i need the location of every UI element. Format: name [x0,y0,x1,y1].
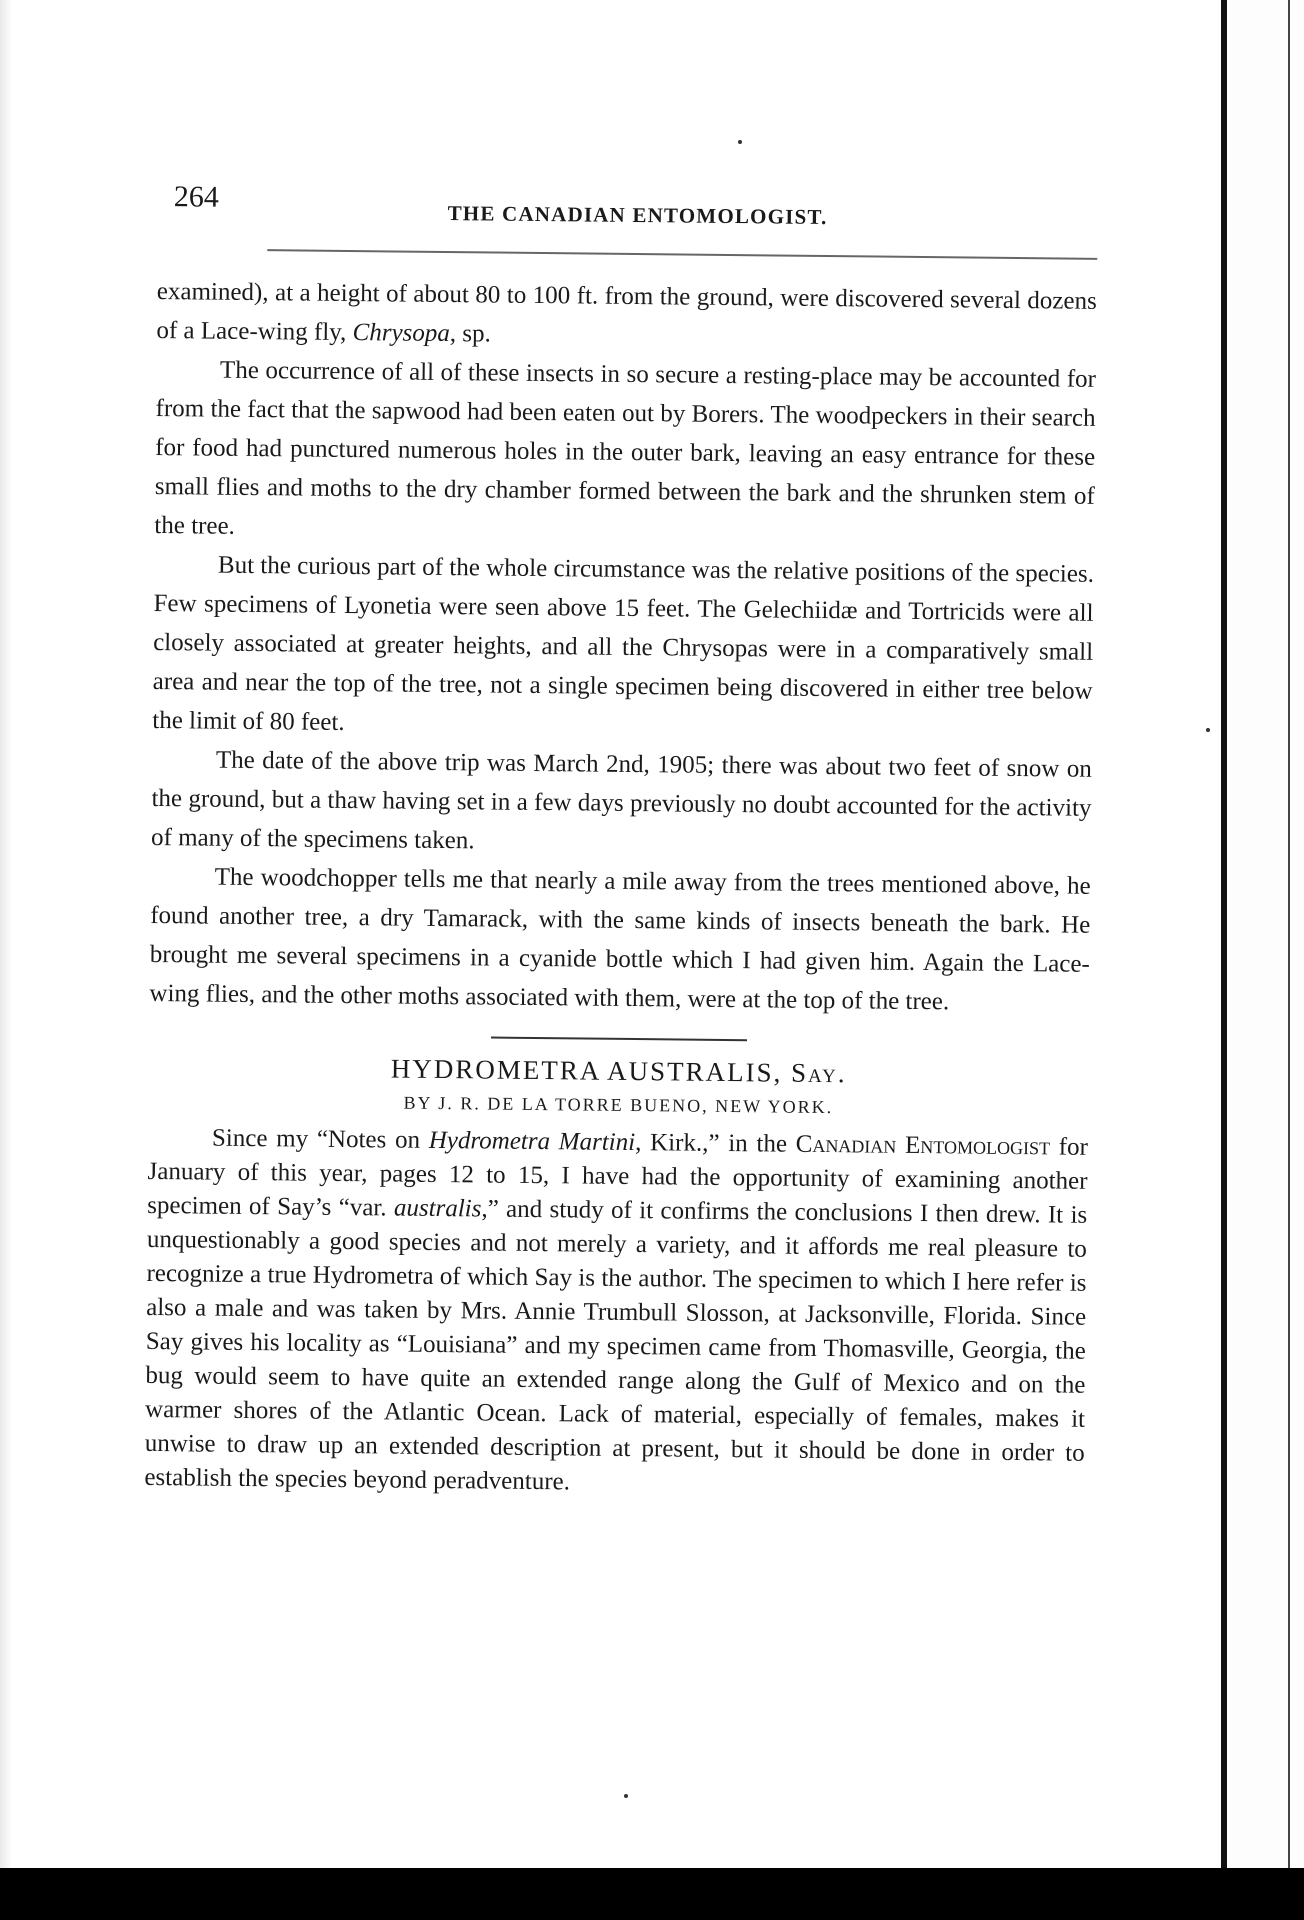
running-title: THE CANADIAN ENTOMOLOGIST. [447,201,828,230]
header-rule [267,249,1097,260]
next-page-edge-line [1288,0,1290,1870]
italic-text: australis [393,1194,482,1223]
text-run: The date of the above trip was March 2nd, 1905; there was about two feet of snow on the ground, but a thaw having set in a few days previously no doubt accounted for the activity of many of the specimens taken. [150,746,1093,855]
text-run: ,” and study of it confirms the conclusions I then drew. It is unquestionably a good species and not merely a variety, and it affords me real pleasure to recognize a true Hydrometra of which Say is the author. The specimen to which I here refer is also a male and was taken by Mrs. Annie Trumbull Slosson, at Jacksonville, Florida. Since Say gives his locality as “Louisiana” and my specimen came from Thomasville, Georgia, the bug would seem to have quite an extended range along the Gulf of Mexico and on the warmer shores of the Atlantic Ocean. Lack of material, especially of females, makes it unwise to draw up an extended description at present, but it should be done in order to establish the species beyond peradventure. [144,1195,1088,1496]
scan-speck [738,140,742,144]
text-run: The occurrence of all of these insects in so secure a resting-place may be accounted for from the fact that the sapwood had been eaten out by Borers. The woodpeckers in their search for food had punctured numerous holes in the outer bark, leaving an easy entrance for these small flies and moths to the dry chamber formed between the bark and the shrunken stem of the tree. [154,356,1097,540]
scan-bottom-border [0,1868,1304,1920]
text-run: Since my “Notes on [211,1124,429,1154]
paragraph [149,857,1091,1023]
article-byline: BY J. R. DE LA TORRE BUENO, NEW YORK. [403,1092,834,1118]
paragraph [151,740,1092,867]
paragraph [144,1121,1088,1505]
page-header [157,180,1098,246]
article-separator-rule [491,1037,747,1042]
italic-text: Chrysopa [352,319,451,348]
paragraph [154,350,1096,555]
scan-speck [624,1794,628,1798]
article-title-main: HYDROMETRA AUSTRALIS, [390,1053,792,1088]
page-body [144,272,1097,1505]
paragraph [156,272,1097,360]
text-run: examined), at a height of about 80 to 100 ft. from the ground, were discovered several dozens of a Lace-wing fly, [156,277,1097,347]
text-run: , sp. [449,320,491,348]
page-number: 264 [173,180,219,214]
italic-text: Hydrometra Martini [428,1126,636,1157]
scan-speck [1206,728,1210,732]
body-text [149,272,1097,1023]
adjacent-page-edge [1218,0,1304,1920]
article-title-author: Say. [790,1057,847,1089]
scanned-page [144,180,1098,1496]
small-caps-text: Canadian Entomologist [795,1130,1051,1161]
text-run: The woodchopper tells me that nearly a mile away from the trees mentioned above, he found another tree, a dry Tamarack, with the same kinds of insects beneath the bark. He brought me several specimens in a cyanide bottle which I had given him. Again the Lace-wing flies, and the other moths associated with them, were at the top of the tree. [149,863,1091,1016]
article-body [144,1121,1088,1505]
text-run: But the curious part of the whole circumstance was the relative positions of the species. Few specimens of Lyonetia were seen above 15 feet. The Gelechiidæ and Tortricids were all closely associated at greater heights, and all the Chrysopas were in a comparatively small area and near the top of the tree, not a single specimen being discovered in either tree below the limit of 80 feet. [152,551,1095,736]
binding-edge-line [1221,0,1227,1870]
text-run: for January of this year, pages 12 to 15, I have had the opportunity of examining another specimen of Say’s “var. [147,1133,1089,1222]
text-run: , Kirk.,” in the [635,1129,796,1158]
article-title [149,1051,1089,1092]
paragraph [152,545,1094,750]
page-left-shadow [0,0,12,1920]
